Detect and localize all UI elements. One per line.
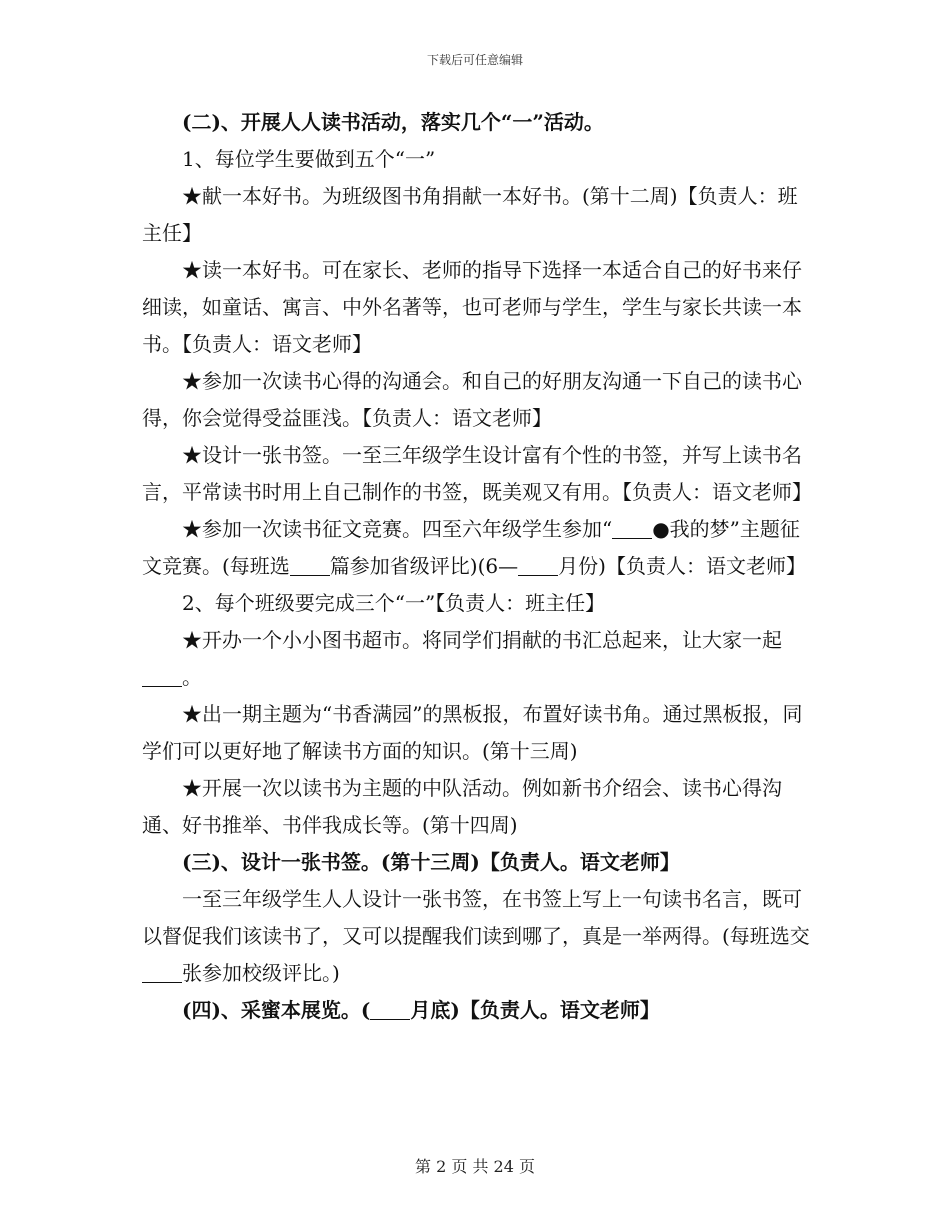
paragraph-bookmark-design xyxy=(142,881,810,992)
paragraph-essay-contest xyxy=(142,511,810,585)
paragraph-donate-book: ★献一本好书。为班级图书角捐献一本好书。(第十二周)【负责人：班主任】 xyxy=(142,184,798,245)
fill-blank xyxy=(612,518,652,539)
paragraph-design-bookmark: ★设计一张书签。一至三年级学生设计富有个性的书签，并写上读书名言，平常读书时用上自己制作的书签，既美观又有用。【负责人：语文老师】 xyxy=(142,443,812,504)
paragraph-team-activity: ★开展一次以读书为主题的中队活动。例如新书介绍会、读书心得沟通、好书推举、书伴我成长等。(第十四周) xyxy=(142,776,782,837)
paragraph-book-market xyxy=(142,622,810,696)
text-segment: 篇参加省级评比)(6— xyxy=(329,554,519,578)
text-segment: 月份)【负责人：语文老师】 xyxy=(558,554,806,578)
paragraph-blackboard: ★出一期主题为“书香满园”的黑板报，布置好读书角。通过黑板报，同学们可以更好地了解读书方面的知识。(第十三周) xyxy=(142,702,803,763)
text-segment: 。 xyxy=(182,665,202,689)
subsection-2: 2、每个班级要完成三个“一”【负责人：班主任】 xyxy=(182,591,606,615)
text-segment: ●我的梦”主题征文竞赛。(每班选 xyxy=(142,517,800,578)
subsection-1: 1、每位学生要做到五个“一” xyxy=(182,147,436,171)
text-segment: 月底)【负责人。语文老师】 xyxy=(410,998,660,1022)
fill-blank xyxy=(142,666,182,687)
text-segment: 张参加校级评比。) xyxy=(182,961,340,985)
page-footer: 第 2 页 共 24 页 xyxy=(415,1157,535,1176)
section-heading-2: (二)、开展人人读书活动，落实几个“一”活动。 xyxy=(182,110,604,134)
text-segment: (四)、采蜜本展览。( xyxy=(182,998,371,1022)
fill-blank xyxy=(142,962,182,983)
fill-blank xyxy=(290,555,330,576)
fill-blank xyxy=(518,555,558,576)
fill-blank xyxy=(370,999,410,1020)
section-heading-4 xyxy=(142,992,810,1029)
paragraph-read-book: ★读一本好书。可在家长、老师的指导下选择一本适合自己的好书来仔细读，如童话、寓言、中外名著等，也可老师与学生，学生与家长共读一本书。【负责人：语文老师】 xyxy=(142,258,802,356)
text-segment: 一至三年级学生人人设计一张书签，在书签上写上一句读书名言，既可以督促我们该读书了，又可以提醒我们读到哪了，真是一举两得。(每班选交 xyxy=(142,887,810,948)
section-heading-3: (三)、设计一张书签。(第十三周)【负责人。语文老师】 xyxy=(182,850,680,874)
text-segment: ★开办一个小小图书超市。将同学们捐献的书汇总起来，让大家一起 xyxy=(182,628,782,652)
paragraph-reading-exchange: ★参加一次读书心得的沟通会。和自己的好朋友沟通一下自己的读书心得，你会觉得受益匪浅。【负责人：语文老师】 xyxy=(142,369,802,430)
page-header: 下载后可任意编辑 xyxy=(426,53,523,67)
document-body xyxy=(142,104,810,1029)
text-segment: ★参加一次读书征文竞赛。四至六年级学生参加“ xyxy=(182,517,613,541)
